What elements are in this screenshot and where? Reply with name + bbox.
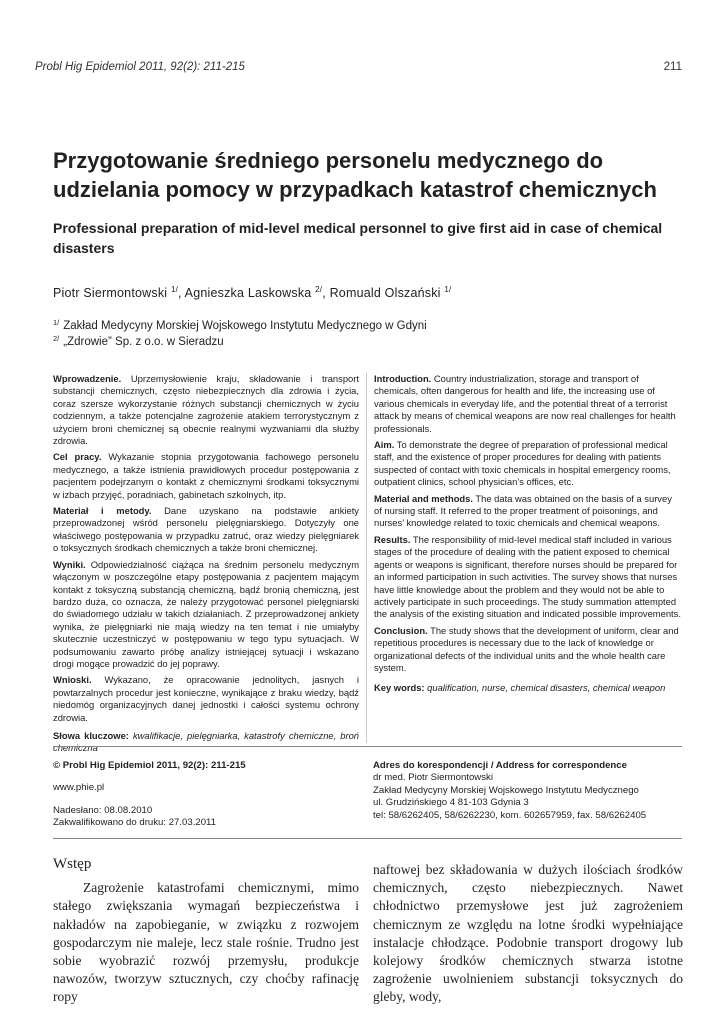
abstract-label: Aim. — [374, 439, 395, 451]
abstract-text: Country industrialization, storage and transport of chemicals, often dangerous for health and life, the increasing use of various chemicals in everyday life, and the potential threat of a terrorist attack by means of chemical weapons are now real challenges for health professionals. — [374, 373, 676, 434]
address-line: dr med. Piotr Siermontowski — [373, 772, 493, 784]
abstract-text: The responsibility of mid-level medical staff included in various stages of the procedure of dealing with the patient exposed to chemical agents or weapons is significant, therefore nurses should be prepared for an informed participation in such activities. The survey shows that nurses have little knowledge about the problem and they would not be able to actively participate in such proceedings. The study summation attempted the analysis of the existing situation and indicated possible improvements. — [374, 533, 681, 620]
keywords-label: Key words: — [374, 682, 425, 694]
abstract-label: Materiał i metody. — [53, 505, 152, 517]
abstract-paragraph — [374, 625, 682, 675]
body-column-right — [373, 861, 683, 1007]
received-date: Nadesłano: 08.08.2010 — [53, 804, 153, 816]
copyright-line — [53, 760, 353, 772]
abstract-paragraph — [53, 674, 359, 724]
address-line: Zakład Medycyny Morskiej Wojskowego Instytutu Medycznego — [373, 784, 639, 796]
abstract-label: Introduction. — [374, 373, 432, 384]
title-polish: Przygotowanie średniego personelu medycznego do udzielania pomocy w przypadkach katastrof chemicznych — [53, 148, 657, 202]
running-header — [35, 61, 682, 77]
page-number: 211 — [663, 61, 682, 73]
abstract-paragraph — [53, 559, 359, 671]
abstract-polish — [53, 373, 359, 759]
correspondence-heading — [373, 760, 683, 772]
abstract-text: To demonstrate the degree of preparation of professional medical staff, and the existence of proper procedures for dealing with patients suspected of contact with toxic chemicals in hospital emergency rooms, outpatient clinics, school physician’s offices, etc. — [374, 439, 671, 488]
abstract-label: Material and methods. — [374, 492, 473, 504]
address-line: ul. Grudzińskiego 4 81-103 Gdynia 3 — [373, 797, 529, 809]
abstract-paragraph — [374, 534, 682, 621]
abstract-text: Dane uzyskano na podstawie ankiety przeprowadzonej wśród personelu pielęgniarskiego. Dotyczyły one właściwego postępowania w przypadku zatruć, oraz wiedzy pielęgniarek o toksycznych środkach chemicznych a także broni chemicznej. — [53, 505, 359, 554]
section-divider — [53, 746, 682, 747]
keywords-label: Słowa kluczowe: — [53, 729, 129, 741]
address-line: tel: 58/6262405, 58/6262230, kom. 602657959, fax. 58/6262405 — [373, 809, 647, 821]
author-name: Piotr Siermontowski — [53, 286, 168, 300]
author-name: Romuald Olszański — [329, 286, 441, 300]
body-paragraph: naftowej bez składowania w dużych ilościach środków chemicznych, często niebezpiecznych. Nawet chłodnictwo przemysłowe jest już zagrożeniem chemicznym ze względu na lotne środki wypełniające instalacje chłodzące. Podobnie transport drogowy lub kolejowy środków chemicznych stwarza istotne zagrożenie uwolnieniem substancji toksycznych do gleby, wody, — [373, 862, 683, 1005]
publication-info — [53, 760, 353, 830]
body-column-left — [53, 855, 359, 1007]
abstract-label: Results. — [374, 533, 411, 545]
abstract-label: Wnioski. — [53, 674, 92, 686]
keywords — [53, 730, 359, 755]
abstract-paragraph — [53, 505, 359, 555]
correspondence-address — [373, 760, 683, 822]
author-affiliation-mark: 2/ — [315, 285, 323, 294]
keywords-text: kwalifikacje, pielęgniarka, katastrofy chemiczne, broń chemiczna — [53, 729, 360, 754]
abstract-english — [374, 373, 682, 699]
affiliation-text: „Zdrowie” Sp. z o.o. w Sieradzu — [63, 336, 224, 348]
abstract-paragraph — [374, 373, 682, 435]
abstract-paragraph — [374, 493, 682, 530]
keywords-text: qualification, nurse, chemical disasters, chemical weapon — [427, 682, 666, 694]
body-paragraph: Zagrożenie katastrofami chemicznymi, mimo stałego zwiększania wymagań bezpieczeństwa i nakładów na zapobieganie, w związku z rozwojem gospodarczym nie maleje, lecz stale rośnie. Trudno jest sobie wyobrazić rozwój przemysłu, produkcje nawozów, tworzyw sztucznych, czy choćby rafinację ropy — [53, 880, 359, 1005]
abstract-paragraph — [374, 439, 682, 489]
column-divider — [366, 373, 367, 743]
affiliation-mark: 2/ — [53, 334, 60, 343]
abstract-paragraph — [53, 373, 359, 447]
correspondence-heading-text: Adres do korespondencji / Address for correspondence — [373, 760, 627, 771]
abstract-label: Wyniki. — [53, 558, 86, 570]
affiliation-mark: 1/ — [53, 318, 60, 327]
section-divider — [53, 838, 682, 839]
abstract-text: Wykazanie stopnia przygotowania fachowego personelu medycznego, a także istnienia prawidłowych procedur postępowania z pacjentem podejrzanym o kontakt z chemicznymi środkami toksycznymi w izbach przyjęć, poradniach, gabinetach szkolnych, itp. — [53, 451, 359, 500]
author-name: Agnieszka Laskowska — [184, 286, 312, 300]
abstract-text: The study shows that the development of uniform, clear and repetitious procedures is necessary due to the lack of knowledge or organizational defects of the individual units and the whole health care system. — [374, 624, 679, 673]
affiliation — [53, 318, 684, 332]
affiliation-text: Zakład Medycyny Morskiej Wojskowego Instytutu Medycznego w Gdyni — [63, 320, 427, 332]
abstract-text: Odpowiedzialność ciążąca na średnim personelu medycznym włączonym w poszczególne etapy postępowania z pacjentem mającym kontakt z toksyczną substancją chemiczną, bądź bronią chemiczną, jest bardzo duża, co oznacza, że należy przygotować personel pielęgniarski do świadomego udziału w takich działaniach. Z przeprowadzonej ankiety wynika, że pielęgniarki nie mają wiedzy na ten temat i nie umiałyby skutecznie uczestniczyć w postępowaniu w tego typu sytuacjach. W podsumowaniu zawarto próbę analizy istniejącej sytuacji i wskazano drogi mogące prowadzić do jej poprawy. — [53, 558, 359, 669]
section-heading: Wstęp — [53, 856, 92, 872]
author-list: Piotr Siermontowski $^{1/}$, Agnieszka Laskowska $^{2/}$, Romuald Olszański $^{1/}$ — [53, 285, 452, 300]
abstract-text: Wykazano, że opracowanie jednolitych, jasnych i powtarzalnych procedur jest konieczne, wynikające z braku wiedzy, bądź niedomóg organizacyjnych danej jednostki i całości systemu ochrony zdrowia. — [53, 674, 359, 723]
author-affiliation-mark: 1/ — [444, 285, 452, 294]
accepted-date: Zakwalifikowano do druku: 27.03.2011 — [53, 817, 217, 829]
abstract-label: Wprowadzenie. — [53, 373, 122, 384]
abstract-label: Cel pracy. — [53, 451, 102, 463]
copyright-text: © Probl Hig Epidemiol 2011, 92(2): 211-215 — [53, 760, 246, 771]
author-affiliation-mark: 1/ — [170, 285, 179, 294]
keywords — [374, 682, 682, 694]
abstract-text: Uprzemysłowienie kraju, składowanie i transport substancji chemicznych, często niebezpiecznych dla zdrowia i życia, coraz szersze wykorzystanie różnych substancji chemicznych w życiu codziennym, a także potencjalne zagrożenie atakiem terrorystycznym z użyciem broni chemicznej są obecnie realnymi wyzwaniami dla służby zdrowia. — [53, 373, 359, 447]
affiliation — [53, 334, 684, 348]
abstract-paragraph — [53, 451, 359, 501]
website-link[interactable]: www.phie.pl — [53, 782, 105, 794]
abstract-text: The data was obtained on the basis of a survey of nursing staff. It referred to the proper treatment of poisonings, and nurses’ knowledge related to toxic chemicals and chemical weapons. — [374, 492, 672, 529]
title-english: Professional preparation of mid-level medical personnel to give first aid in case of chemical disasters — [53, 220, 663, 256]
journal-citation: Probl Hig Epidemiol 2011, 92(2): 211-215 — [35, 61, 245, 73]
abstract-label: Conclusion. — [374, 624, 428, 636]
